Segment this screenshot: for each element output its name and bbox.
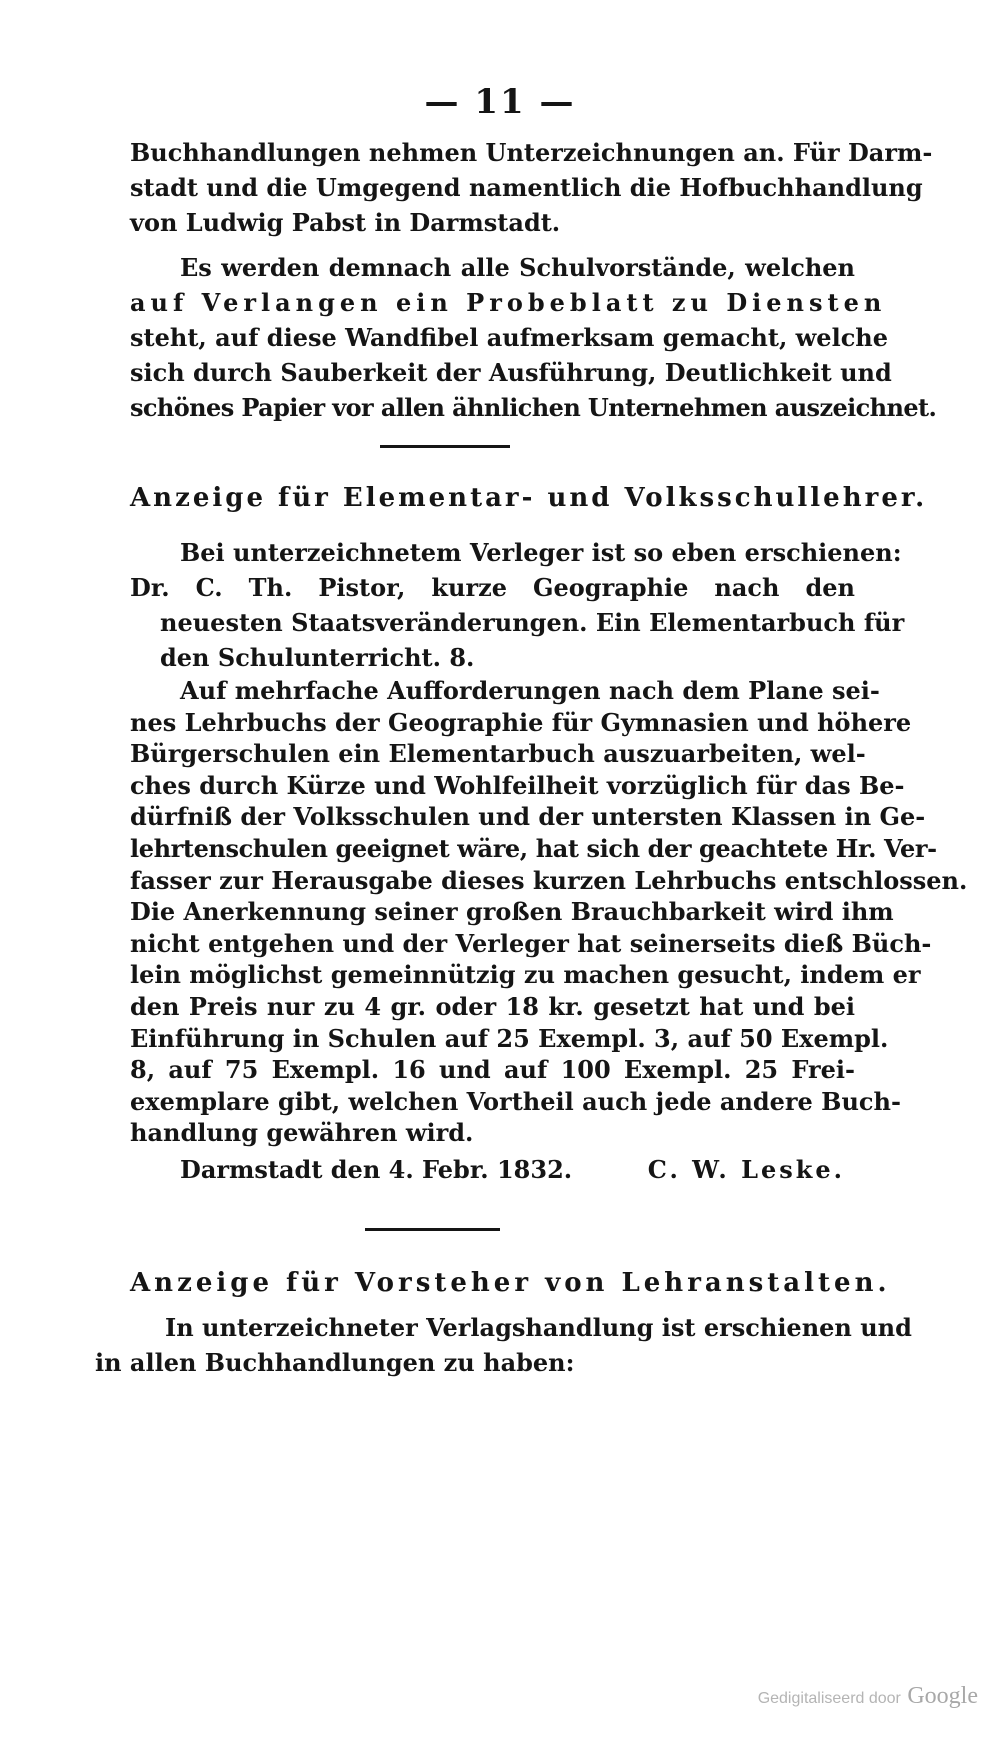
digitization-watermark <box>758 1683 978 1710</box>
paragraph-publication <box>95 1310 912 1380</box>
text-line: Bürgerschulen ein Elementarbuch auszuarbeiten, wel- <box>130 739 866 769</box>
signature-row <box>180 1155 845 1184</box>
watermark-text: Gedigitaliseerd door <box>757 1690 901 1707</box>
section-divider <box>380 445 510 448</box>
paragraph-book-description <box>130 675 968 1149</box>
place-date: Darmstadt den 4. Febr. 1832. <box>180 1155 573 1184</box>
text-line: stadt und die Umgegend namentlich die Hofbuchhandlung <box>130 173 923 202</box>
section-divider <box>365 1228 500 1231</box>
text-line: lehrtenschulen geeignet wäre, hat sich der geachtete Hr. Ver- <box>130 833 937 863</box>
text-line: ches durch Kürze und Wohlfeilheit vorzüglich für das Be- <box>130 770 905 800</box>
text-line: steht, auf diese Wandfibel aufmerksam gemacht, welche <box>130 323 889 352</box>
text-line: Auf mehrfache Aufforderungen nach dem Plane sei- <box>180 676 880 705</box>
section-heading-elementary: Anzeige für Elementar- und Volksschullehrer. <box>130 483 928 513</box>
google-logo: Google <box>907 1683 978 1709</box>
text-line: Einführung in Schulen auf 25 Exempl. 3, auf 50 Exempl. <box>130 1023 889 1053</box>
text-line: nes Lehrbuchs der Geographie für Gymnasien und höhere <box>130 707 912 737</box>
text-line: sich durch Sauberkeit der Ausführung, Deutlichkeit und <box>130 358 892 387</box>
text-line: handlung gewähren wird. <box>130 1118 474 1148</box>
text-line: Es werden demnach alle Schulvorstände, welchen <box>180 253 855 282</box>
text-line: schönes Papier vor allen ähnlichen Unternehmen auszeichnet. <box>130 393 937 422</box>
text-line: den Schulunterricht. 8. <box>160 643 475 672</box>
text-line: von Ludwig Pabst in Darmstadt. <box>130 208 561 237</box>
book-title-line: Dr. C. Th. Pistor, kurze Geographie nach den <box>130 573 855 602</box>
section-heading-headmasters: Anzeige für Vorsteher von Lehranstalten. <box>130 1268 891 1298</box>
text-line: In unterzeichneter Verlagshandlung ist erschienen und <box>165 1313 912 1342</box>
text-line: Bei unterzeichnetem Verleger ist so eben erschienen: <box>180 538 902 567</box>
text-line: auf Verlangen ein Probeblatt zu Diensten <box>130 288 887 317</box>
page-number: — 11 — <box>424 82 576 122</box>
book-announcement <box>130 535 905 675</box>
text-line: den Preis nur zu 4 gr. oder 18 kr. gesetzt hat und bei <box>130 991 855 1021</box>
text-line: in allen Buchhandlungen zu haben: <box>95 1348 575 1377</box>
text-line: fasser zur Herausgabe dieses kurzen Lehrbuchs entschlossen. <box>130 865 968 895</box>
paragraph-school-boards <box>130 250 937 425</box>
text-line: Buchhandlungen nehmen Unterzeichnungen an. Für Darm- <box>130 138 933 167</box>
text-line: dürfniß der Volksschulen und der untersten Klassen in Ge- <box>130 802 926 832</box>
text-line: nicht entgehen und der Verleger hat seinerseits dieß Büch- <box>130 928 932 958</box>
text-line: neuesten Staatsveränderungen. Ein Elementarbuch für <box>160 608 905 637</box>
text-line: lein möglichst gemeinnützig zu machen gesucht, indem er <box>130 960 921 990</box>
paragraph-subscriptions <box>130 135 933 240</box>
text-line: 8, auf 75 Exempl. 16 und auf 100 Exempl. 25 Frei- <box>130 1055 855 1085</box>
text-line: Die Anerkennung seiner großen Brauchbarkeit wird ihm <box>130 897 894 927</box>
text-line: exemplare gibt, welchen Vortheil auch jede andere Buch- <box>130 1086 901 1116</box>
publisher-signature: C. W. Leske. <box>647 1155 845 1184</box>
